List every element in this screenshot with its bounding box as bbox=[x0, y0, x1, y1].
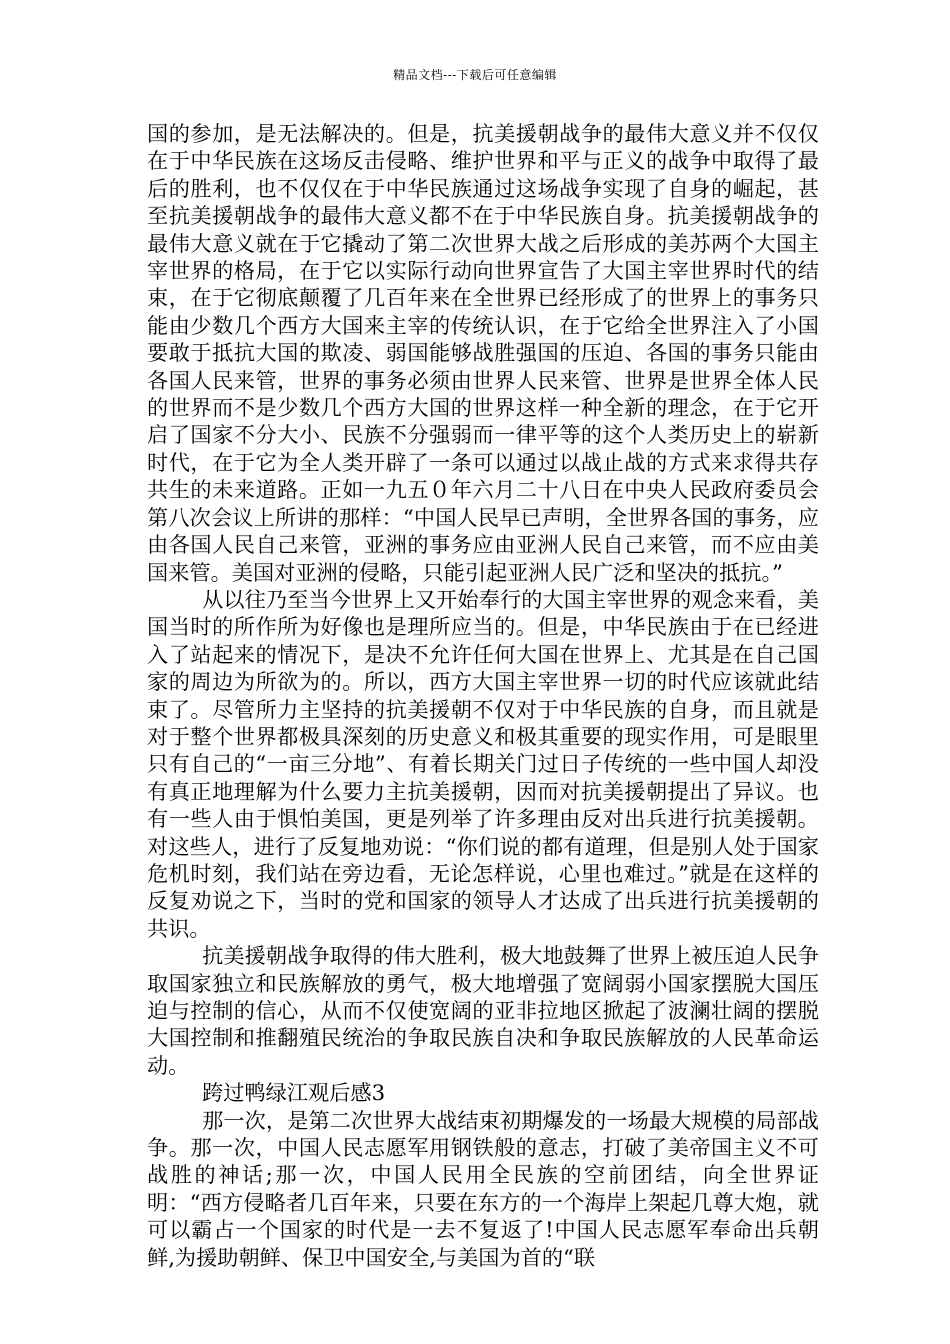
section-heading: 跨过鸭绿江观后感3 bbox=[202, 1080, 386, 1106]
page-header: 精品文档---下载后可任意编辑 bbox=[393, 68, 557, 82]
paragraph: 抗美援朝战争取得的伟大胜利，极大地鼓舞了世界上被压迫人民争取国家独立和民族解放的勇气，极大地增强了宽阔弱小国家摆脱大国压迫与控制的信心，从而不仅使宽阔的亚非拉地区掀起了波澜壮阔的摆脱大国控制和推翻殖民统治的争取民族自决和争取民族解放的人民革命运动。 bbox=[147, 943, 819, 1078]
paragraph: 那一次，是第二次世界大战结束初期爆发的一场最大规模的局部战争。那一次，中国人民志愿军用钢铁般的意志，打破了美帝国主义不可战胜的神话;那一次，中国人民用全民族的空前团结，向全世界证明：“西方侵略者几百年来，只要在东方的一个海岸上架起几尊大炮，就可以霸占一个国家的时代是一去不复返了!中国人民志愿军奉命出兵朝鲜,为援助朝鲜、保卫中国安全,与美国为首的“联 bbox=[147, 1107, 819, 1270]
paragraph-continuation: 国的参加，是无法解决的。但是，抗美援朝战争的最伟大意义并不仅仅在于中华民族在这场反击侵略、维护世界和平与正义的战争中取得了最后的胜利，也不仅仅在于中华民族通过这场战争实现了自身的崛起，甚至抗美援朝战争的最伟大意义都不在于中华民族自身。抗美援朝战争的最伟大意义就在于它撬动了第二次世界大战之后形成的美苏两个大国主宰世界的格局，在于它以实际行动向世界宣告了大国主宰世界时代的结束，在于它彻底颠覆了几百年来在全世界已经形成了的世界上的事务只能由少数几个西方大国来主宰的传统认识，在于它给全世界注入了小国要敢于抵抗大国的欺凌、弱国能够战胜强国的压迫、各国的事务只能由各国人民来管，世界的事务必须由世界人民来管、世界是世界全体人民的世界而不是少数几个西方大国的世界这样一种全新的理念，在于它开启了国家不分大小、民族不分强弱而一律平等的这个人类历史上的崭新时代，在于它为全人类开辟了一条可以通过以战止战的方式来求得共存共生的未来道路。正如一九五０年六月二十八日在中央人民政府委员会第八次会议上所讲的那样：“中国人民早已声明，全世界各国的事务，应由各国人民自己来管，亚洲的事务应由亚洲人民自己来管，而不应由美国来管。美国对亚洲的侵略，只能引起亚洲人民广泛和坚决的抵抗。” bbox=[147, 121, 819, 585]
paragraph: 从以往乃至当今世界上又开始奉行的大国主宰世界的观念来看，美国当时的所作所为好像也是理所应当的。但是，中华民族由于在已经进入了站起来的情况下，是决不允许任何大国在世界上、尤其是在自己国家的周边为所欲为的。所以，西方大国主宰世界一切的时代应该就此结束了。尽管所力主坚持的抗美援朝不仅对于中华民族的自身，而且就是对于整个世界都极具深刻的历史意义和极其重要的现实作用，可是眼里只有自己的“一亩三分地”、有着长期关门过日子传统的一些中国人却没有真正地理解为什么要力主抗美援朝，因而对抗美援朝提出了异议。也有一些人由于惧怕美国，更是列举了许多理由反对出兵进行抗美援朝。对这些人，进行了反复地劝说：“你们说的都有道理，但是别人处于国家危机时刻，我们站在旁边看，无论怎样说，心里也难过。”就是在这样的反复劝说之下，当时的党和国家的领导人才达成了出兵进行抗美援朝的共识。 bbox=[147, 586, 819, 941]
document-body bbox=[147, 120, 819, 1271]
